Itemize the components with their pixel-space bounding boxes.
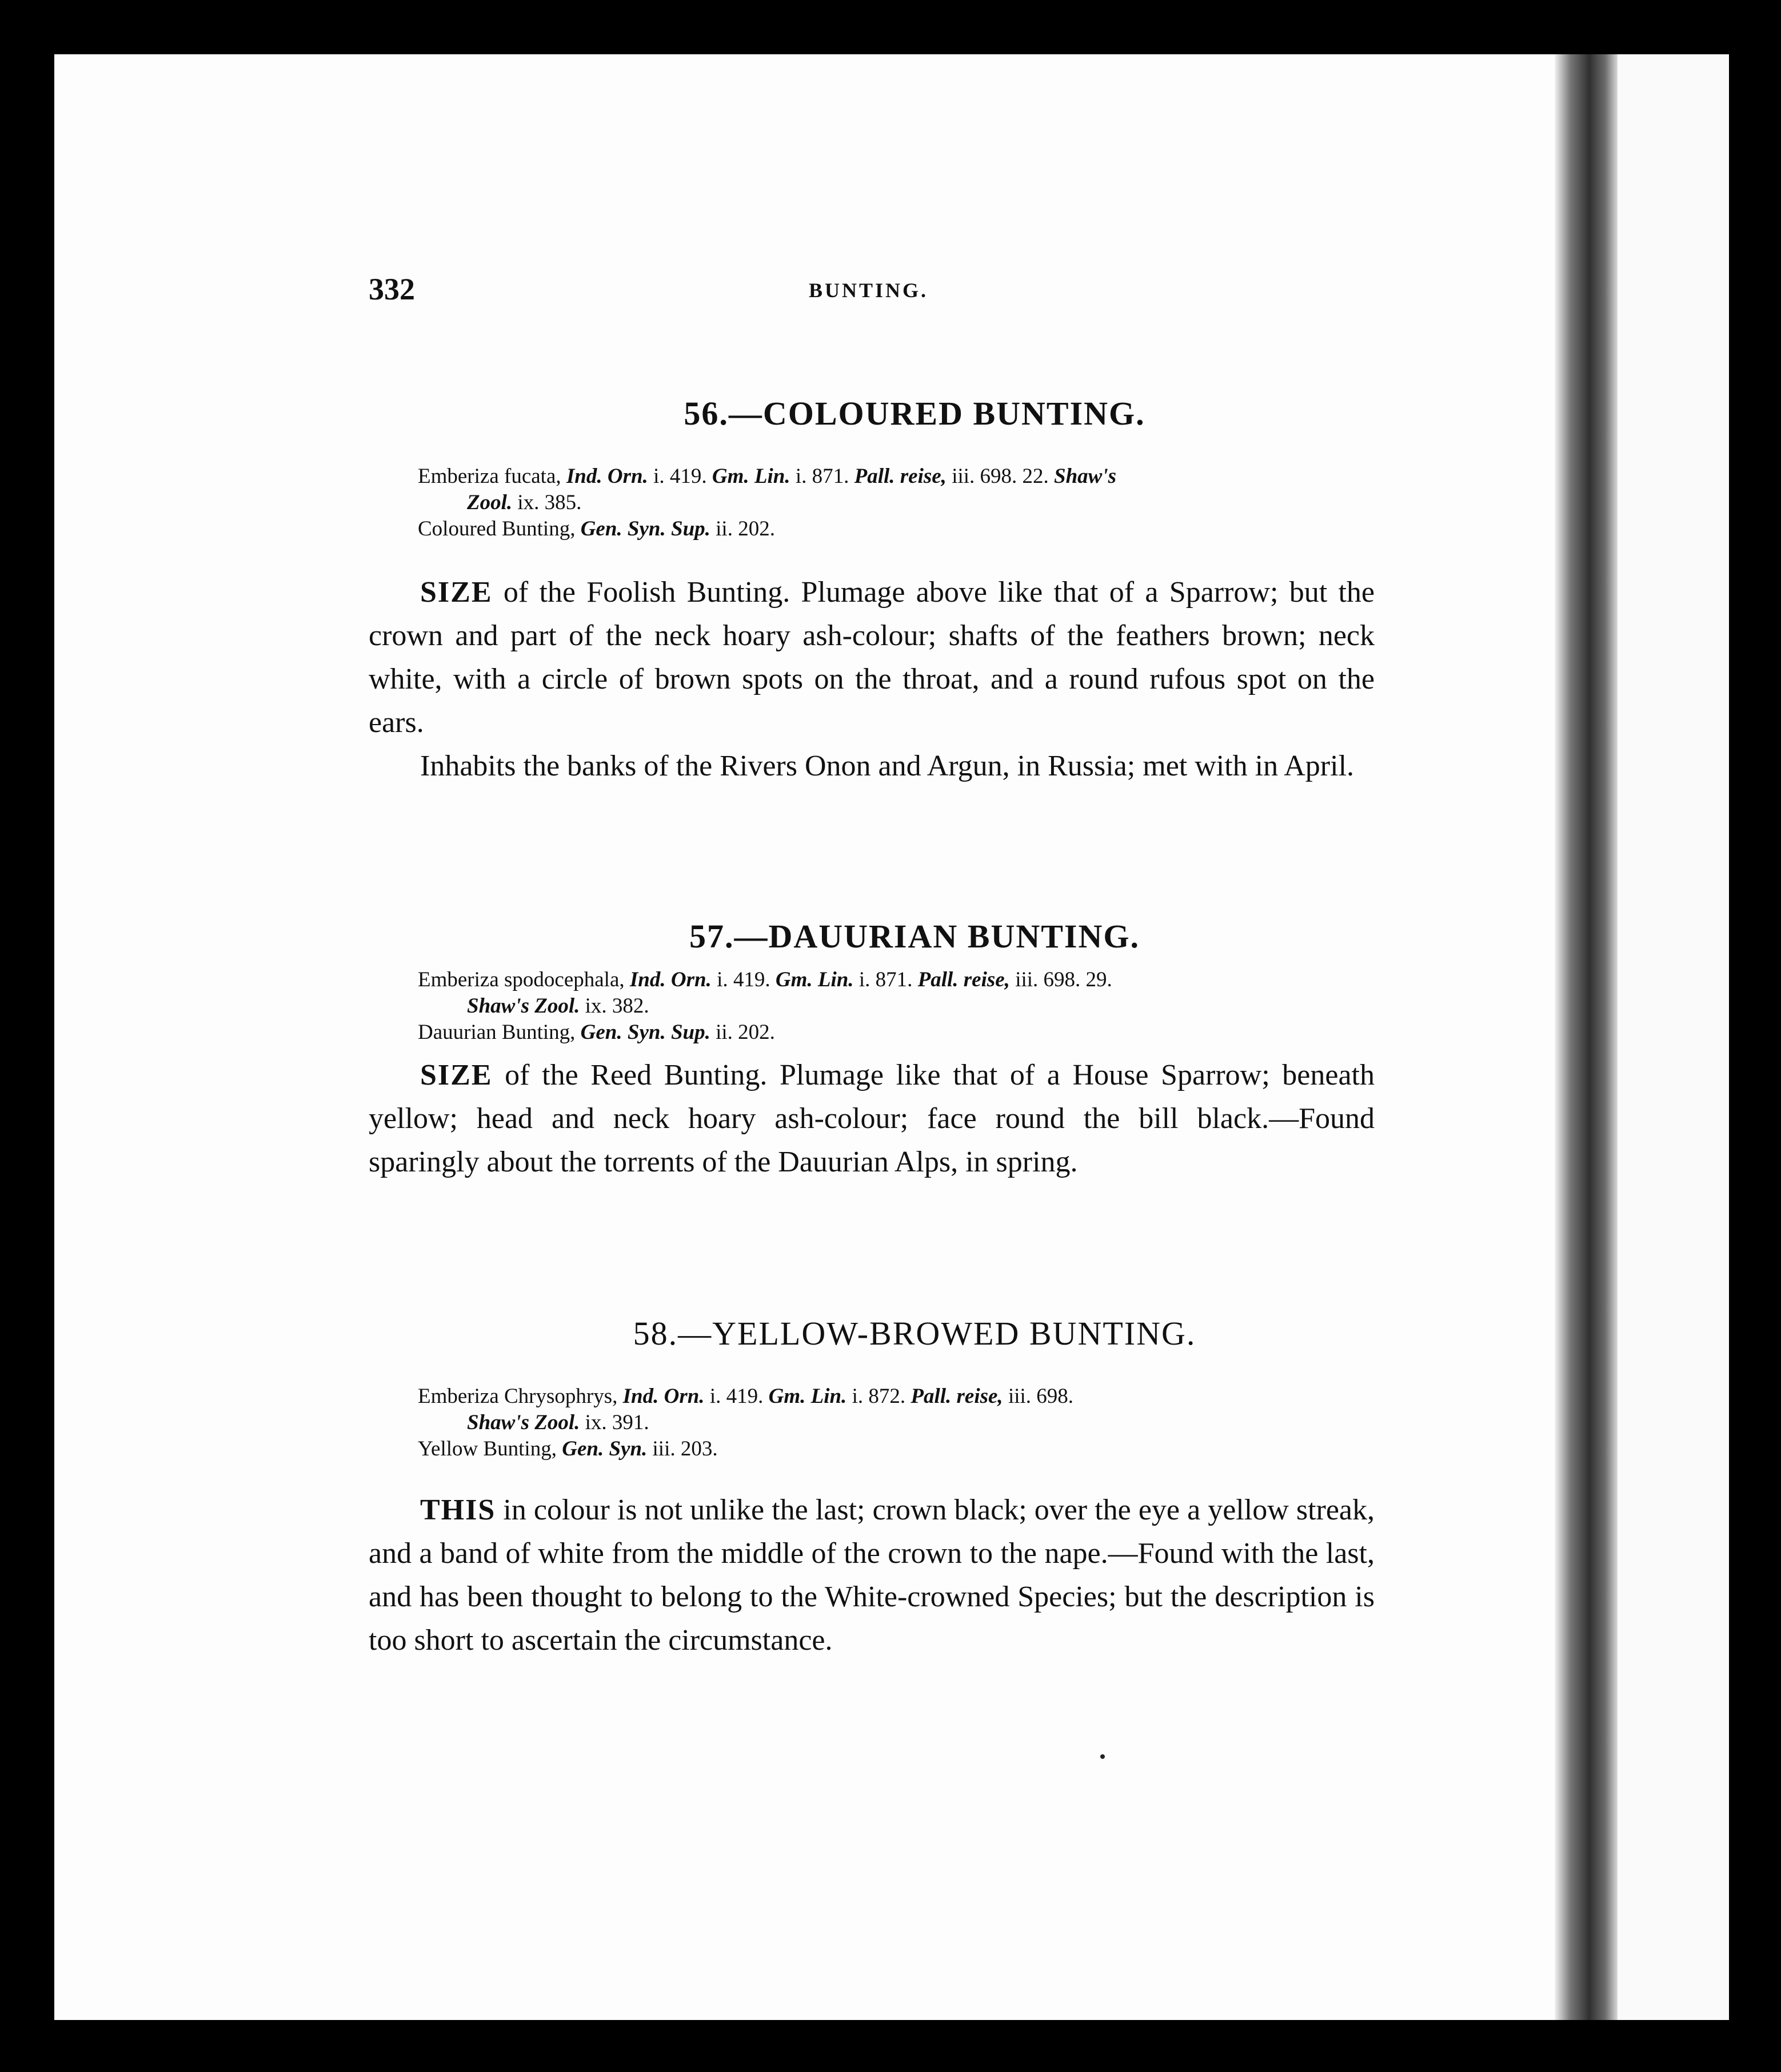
description: SIZE of the Foolish Bunting. Plumage above like that of a Sparrow; but the crown and part of the neck hoary ash-colour; shafts of the feathers brown; neck white, with a circle of brown spots on the throat, and a round rufous spot on the ears. xyxy=(369,576,1375,739)
ink-speck xyxy=(1100,1754,1105,1759)
synonym-continuation: Shaw's Zool. ix. 391. xyxy=(467,1411,649,1434)
synonym-continuation: Shaw's Zool. ix. 382. xyxy=(467,994,649,1018)
facing-page-edge xyxy=(1618,54,1729,2020)
description: THIS in colour is not unlike the last; crown black; over the eye a yellow streak, and a band of white from the middle of the crown to the nape.—Found with the last, and has been thought to belong to the White-crowned Species; but the description is too short to ascertain the circumstance. xyxy=(369,1494,1375,1657)
book-gutter-shadow xyxy=(1555,54,1618,2020)
synonymy xyxy=(418,967,1367,1046)
synonym-line: Emberiza fucata, Ind. Orn. i. 419. Gm. Lin. i. 871. Pall. reise, iii. 698. 22. Shaw's xyxy=(418,465,1117,488)
synonymy xyxy=(418,463,1367,542)
synonym-line: Emberiza spodocephala, Ind. Orn. i. 419. Gm. Lin. i. 871. Pall. reise, iii. 698. 29. xyxy=(418,968,1112,991)
running-header xyxy=(369,271,1375,311)
synonym-line: Coloured Bunting, Gen. Syn. Sup. ii. 202. xyxy=(418,517,775,541)
synonymy xyxy=(418,1383,1367,1462)
synonym-line: Dauurian Bunting, Gen. Syn. Sup. ii. 202. xyxy=(418,1021,775,1044)
description: SIZE of the Reed Bunting. Plumage like that of a House Sparrow; beneath yellow; head and neck hoary ash-colour; face round the bill black.—Found sparingly about the torrents of the Dauurian Alps, in spring. xyxy=(369,1059,1375,1178)
page-number: 332 xyxy=(369,272,415,306)
entry-heading: 56.—COLOURED BUNTING. xyxy=(684,395,1145,432)
entry-heading: 57.—DAUURIAN BUNTING. xyxy=(689,918,1140,955)
synonym-continuation: Zool. ix. 385. xyxy=(467,491,582,514)
entry-56 xyxy=(369,394,1375,788)
entry-57 xyxy=(369,917,1375,1184)
habitat: Inhabits the banks of the Rivers Onon and Argun, in Russia; met with in April. xyxy=(420,750,1355,782)
synonym-line: Emberiza Chrysophrys, Ind. Orn. i. 419. Gm. Lin. i. 872. Pall. reise, iii. 698. xyxy=(418,1385,1074,1408)
running-title: BUNTING. xyxy=(809,279,929,302)
entry-heading: 58.—YELLOW-BROWED BUNTING. xyxy=(633,1315,1196,1352)
synonym-line: Yellow Bunting, Gen. Syn. iii. 203. xyxy=(418,1437,718,1461)
entry-58 xyxy=(369,1314,1375,1662)
